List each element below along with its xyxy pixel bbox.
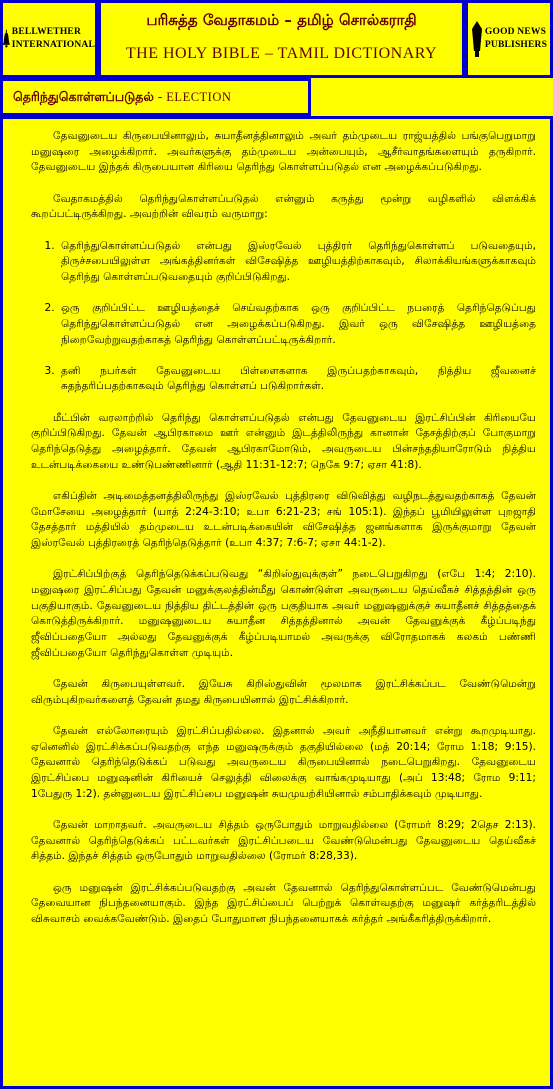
paragraph-moses: எகிப்தின் அடிமைத்தனத்திலிருந்து இஸ்ரவேல் புத்திரரை விடுவித்து வழிநடத்துவதற்காகத் தேவன் மோசேயை அழைத்தார் (யாத் 2:24-3:10; உபா 6:21-23; சங் 105:1). இந்தப் பூமியிலுள்ள புறஜாதி தேசத்தார் மத்தியில் தம்முடைய உடன்படிக்கையின் விசேஷித்த ஜனங்களாக இருக்குமாறு தேவன் இஸ்ரவேல் புத்திரரைத் தெரிந்தெடுத்தார் (உபா 4:37; 7:6-7; ஏசா 44:1-2). (31, 489, 536, 550)
paragraph-not-all: தேவன் எல்லோரையும் இரட்சிப்பதில்லை. இதனால் அவர் அநீதியானவர் என்று கூறமுடியாது. ஏனெனில் இரட்சிக்கப்படுவதற்கு எந்த மனுஷருக்கும் தகுதியில்லை (மத் 20:14; ரோம 1:18; 9:15). தேவனால் தெரிந்தெடுக்கப் படுவது அவருடைய கிருபையினால் நடைபெறுகிறது. தேவனுடைய இரட்சிப்பை மனுஷனின் கிரியைச் செலுத்தி விலைக்கு வாங்கமுடியாது (அப் 13:48; ரோம 9:11; 1பேதுரு 1:2). தன்னுடைய இரட்சிப்பை மனுஷன் சுயமுயற்சியினால் சம்பாதிக்கவும் முடியாது. (31, 724, 536, 800)
content-box (0, 116, 553, 1089)
right-logo-line2: PUBLISHERS (484, 40, 548, 50)
article-body (31, 129, 536, 943)
paragraph-intro: தேவனுடைய கிருபையினாலும், சுயாதீனத்தினாலும் அவர் தம்முடைய ராஜ்யத்தில் பங்குபெறுமாறு மனுஷரை அழைக்கிறார். அவர்களுக்கு தம்முடைய அன்பையும், ஆசீர்வாதங்களையும் தருகிறார். தேவனுடைய இந்தக் கிருபையான கிரியை தெரிந்து கொள்ளப்படுதல் என அழைக்கப்படுகிறது. (31, 130, 537, 174)
term-tamil: தெரிந்துகொள்ளப்படுதல் (13, 89, 154, 104)
paragraph-condition: ஒரு மனுஷன் இரட்சிக்கப்படுவதற்கு அவன் தேவனால் தெரிந்துகொள்ளப்பட வேண்டுமென்பது தேவையான நிபந்தனையாகும். இந்த இரட்சிப்பைப் பெற்றுக் கொள்வதற்கு மனுஷர் கர்த்தரிடத்தில் விசுவாசம் வைக்கவேண்டும். இதைப் போதுமான நிபந்தனையாகக் கர்த்தர் அங்கீகரித்திருக்கிறார். (31, 881, 536, 925)
paragraph-abraham: மீட்பின் வரலாற்றில் தெரிந்து கொள்ளப்படுதல் என்பது தேவனுடைய இரட்சிப்பின் கிரியையே குறிப்பிடுகிறது. தேவன் ஆபிரகாமை ஊர் என்னும் இடத்திலிருந்து கானான் தேசத்திற்குப் போகுமாறு தெரிந்தெடுத்து அழைத்தார். தேவன் ஆபிரகாமோடும், அவருடைய பின்சந்ததியாரோடும் நித்திய உடன்படிக்கையை உண்டுபண்ணினார் (ஆதி 11:31-12:7; நெகே 9:7; ஏசா 41:8). (31, 411, 536, 471)
list-item: 2. ஒரு குறிப்பிட்ட ஊழியத்தைச் செய்வதற்காக ஒரு குறிப்பிட்ட நபரைத் தெரிந்தெடுப்பது தெரிந்துகொள்ளப்படுதல் என அழைக்கப்படுகிறது. இவர் ஒரு விசேஷித்த ஊழியத்தை நிறைவேற்றுவதற்காகத் தெரிந்து கொள்ளப்பட்டிருக்கிறார். (58, 301, 536, 348)
bell-icon (3, 20, 10, 58)
list-item: 3. தனி நபர்கள் தேவனுடைய பிள்ளைகளாக இருப்பதற்காகவும், நித்திய ஜீவனைச் சுதந்தரிப்பதற்காகவும் தெரிந்து கொள்ளப் படுகிறார்கள். (58, 364, 536, 395)
title-box (98, 0, 465, 78)
bellwether-logo (3, 3, 95, 75)
good-news-logo (468, 3, 550, 75)
title-english: THE HOLY BIBLE – TAMIL DICTIONARY (125, 45, 438, 62)
meanings-list (31, 239, 536, 396)
paragraph-in-christ: இரட்சிப்பிற்குத் தெரிந்தெடுக்கப்படுவது “கிறிஸ்துவுக்குள்” நடைபெறுகிறது (எபே 1:4; 2:10). மனுஷரை இரட்சிப்பது தேவன் மனுக்குலத்தின்மீது கொண்டுள்ள அவருடைய தெய்வீகச் சித்தத்தின் ஒரு பகுதியாகும். தேவனுடைய நித்திய திட்டத்தின் ஒரு பகுதியாக அவர் மனுஷனுக்குச் சுயாதீனச் சித்தத்தைக் கொடுத்திருக்கிறார். மனுஷனுடைய சுயாதீன சித்தத்தினால் அவன் தேவனுக்குக் கீழ்ப்படிந்து ஜீவிப்பதையோ அல்லது தேவனுக்குக் கீழ்ப்படியாமல் அவருக்கு விரோதமாகக் கலகம் பண்ணி ஜீவிப்பதையோ தெரிந்துகொள்ள முடியும். (31, 568, 536, 659)
right-logo-box (465, 0, 553, 78)
title-tamil: பரிசுத்த வேதாகமம் – தமிழ் சொல்கராதி (146, 11, 417, 29)
paragraph-grace: தேவன் கிருபையுள்ளவர். இயேசு கிறிஸ்துவின் மூலமாக இரட்சிக்கப்பட வேண்டுமென்று விரும்புகிறவர்களைத் தேவன் தமது கிருபையினால் இரட்சிக்கிறார். (31, 677, 536, 706)
term-separator: - (153, 89, 167, 104)
paragraph-three-ways: வேதாகமத்தில் தெரிந்துகொள்ளப்படுதல் என்னும் கருத்து மூன்று வழிகளில் விளக்கிக் கூறப்பட்டிருக்கிறது. அவற்றின் விவரம் வருமாறு: (31, 192, 536, 221)
right-logo-line1: GOOD NEWS (484, 27, 547, 37)
term-heading (13, 89, 231, 106)
left-logo-box (0, 0, 98, 78)
left-logo-line1: BELLWETHER (11, 27, 82, 37)
left-logo-line2: INTERNATIONAL (11, 40, 95, 50)
paragraph-unchanging: தேவன் மாறாதவர். அவருடைய சித்தம் ஒருபோதும் மாறுவதில்லை (ரோமர் 8:29; 2தெச 2:13). தேவனால் தெரிந்தெடுக்கப் பட்டவர்கள் இரட்சிப்படைய வேண்டுமென்பது தேவனுடைய தெய்வீகச் சித்தம். இந்தச் சித்தம் ஒருபோதும் மாறுவதில்லை (ரோமர் 8:28,33). (31, 818, 536, 863)
pen-icon (471, 21, 483, 57)
term-english: ELECTION (166, 90, 232, 104)
term-box (0, 78, 311, 116)
list-item: 1. தெரிந்துகொள்ளப்படுதல் என்பது இஸ்ரவேல் புத்திரர் தெரிந்துகொள்ளப் படுவதையும், திருச்சபையிலுள்ள அங்கத்தினர்கள் விசேஷித்த ஊழியத்திற்காகவும், சிலாக்கியங்களுக்காகவும் தெரிந்து கொள்ளப்படுவதையும் குறிப்பிடுகிறது. (58, 239, 536, 286)
